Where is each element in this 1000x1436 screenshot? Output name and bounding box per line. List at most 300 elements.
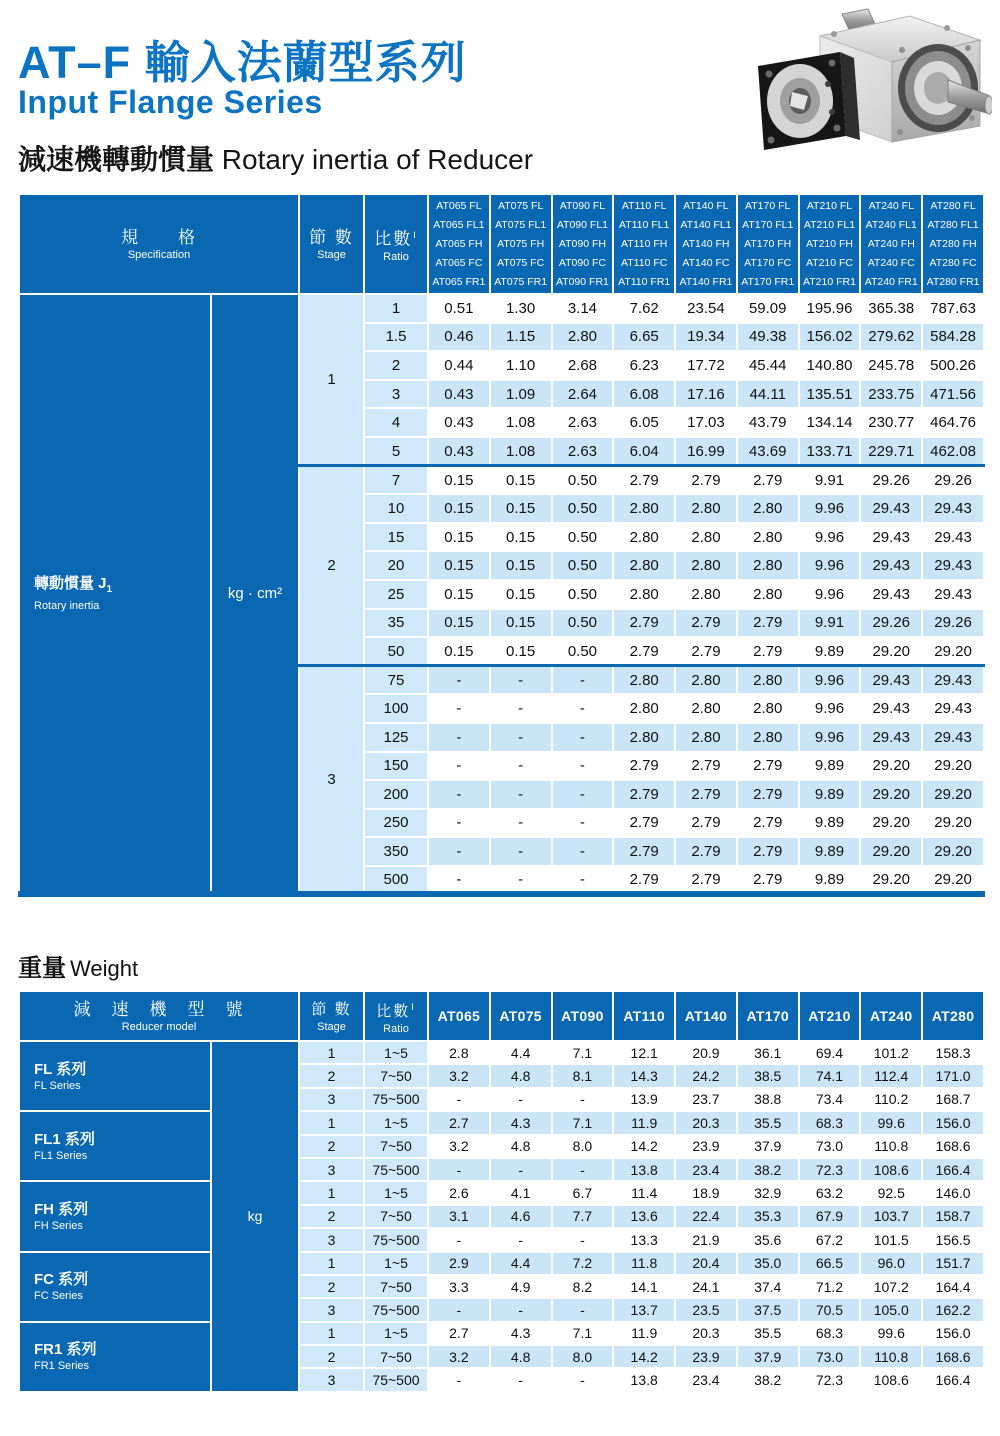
weight-value-cell: 20.3 bbox=[675, 1322, 737, 1345]
weight-value-cell: 35.3 bbox=[737, 1205, 799, 1228]
inertia-value-cell: 0.51 bbox=[428, 294, 490, 323]
inertia-value-cell: 45.44 bbox=[737, 351, 799, 380]
model-variant-label: AT065 FR1 bbox=[432, 275, 486, 288]
weight-stage-cell: 2 bbox=[299, 1064, 364, 1087]
weight-heading-en: Weight bbox=[70, 956, 139, 981]
inertia-value-cell: 0.15 bbox=[490, 637, 552, 666]
weight-value-cell: 13.6 bbox=[613, 1205, 675, 1228]
weight-value-cell: 2.6 bbox=[428, 1181, 490, 1204]
weight-ratio-cell: 75~500 bbox=[364, 1228, 428, 1251]
weight-stage-cell: 3 bbox=[299, 1298, 364, 1321]
weight-value-cell: 166.4 bbox=[922, 1158, 984, 1181]
inertia-value-cell: 2.80 bbox=[737, 694, 799, 723]
ratio-value-cell: 4 bbox=[364, 408, 428, 437]
inertia-value-cell: 0.15 bbox=[428, 523, 490, 552]
weight-value-cell: 24.2 bbox=[675, 1064, 737, 1087]
inertia-value-cell: - bbox=[428, 780, 490, 809]
inertia-value-cell: 1.08 bbox=[490, 437, 552, 466]
inertia-value-cell: 49.38 bbox=[737, 323, 799, 352]
inertia-value-cell: 2.79 bbox=[675, 752, 737, 781]
weight-stage-cell: 2 bbox=[299, 1135, 364, 1158]
inertia-value-cell: 29.43 bbox=[860, 580, 922, 609]
weight-table bbox=[18, 990, 985, 1393]
model-column-header bbox=[552, 194, 614, 294]
inertia-value-cell: 2.79 bbox=[613, 752, 675, 781]
weight-value-cell: 32.9 bbox=[737, 1181, 799, 1204]
inertia-value-cell: 1.30 bbox=[490, 294, 552, 323]
weight-unit-cell: kg bbox=[211, 1041, 299, 1392]
weight-value-cell: 23.5 bbox=[675, 1298, 737, 1321]
inertia-value-cell: 2.79 bbox=[675, 637, 737, 666]
inertia-value-cell: 17.16 bbox=[675, 380, 737, 409]
inertia-value-cell: 2.80 bbox=[675, 494, 737, 523]
weight-row bbox=[19, 1041, 984, 1064]
model-variant-label: AT280 FL1 bbox=[927, 218, 979, 231]
reducer-model-header bbox=[19, 991, 299, 1041]
weight-stage-header-en: Stage bbox=[317, 1020, 346, 1033]
model-variant-label: AT280 FH bbox=[929, 237, 977, 250]
inertia-value-cell: 2.79 bbox=[737, 752, 799, 781]
series-name-zh: FL 系列 bbox=[34, 1060, 87, 1078]
weight-value-cell: 22.4 bbox=[675, 1205, 737, 1228]
inertia-header-row bbox=[19, 194, 984, 294]
weight-value-cell: 35.0 bbox=[737, 1252, 799, 1275]
weight-value-cell: 7.1 bbox=[552, 1322, 614, 1345]
weight-value-cell: 103.7 bbox=[860, 1205, 922, 1228]
inertia-value-cell: - bbox=[428, 809, 490, 838]
model-variant-label: AT075 FC bbox=[497, 256, 545, 269]
inertia-value-cell: - bbox=[428, 666, 490, 695]
ratio-value-cell: 35 bbox=[364, 609, 428, 638]
weight-value-cell: 99.6 bbox=[860, 1111, 922, 1134]
inertia-value-cell: 0.15 bbox=[490, 609, 552, 638]
model-variant-label: AT170 FH bbox=[744, 237, 792, 250]
weight-column-header: AT210 bbox=[799, 991, 861, 1041]
ratio-value-cell: 25 bbox=[364, 580, 428, 609]
inertia-value-cell: 29.43 bbox=[922, 666, 984, 695]
weight-row bbox=[19, 1322, 984, 1345]
weight-ratio-cell: 7~50 bbox=[364, 1275, 428, 1298]
inertia-value-cell: 6.05 bbox=[613, 408, 675, 437]
rotary-inertia-table bbox=[18, 193, 985, 897]
weight-value-cell: 4.8 bbox=[490, 1345, 552, 1368]
inertia-value-cell: 17.03 bbox=[675, 408, 737, 437]
series-name-zh: FC 系列 bbox=[34, 1271, 89, 1289]
weight-value-cell: 67.2 bbox=[799, 1228, 861, 1251]
weight-value-cell: 110.2 bbox=[860, 1088, 922, 1111]
inertia-value-cell: 195.96 bbox=[799, 294, 861, 323]
inertia-value-cell: 2.79 bbox=[737, 466, 799, 495]
inertia-value-cell: 29.26 bbox=[922, 609, 984, 638]
specification-header bbox=[19, 194, 299, 294]
inertia-value-cell: 365.38 bbox=[860, 294, 922, 323]
ratio-value-cell: 15 bbox=[364, 523, 428, 552]
weight-value-cell: 20.3 bbox=[675, 1111, 737, 1134]
weight-value-cell: 108.6 bbox=[860, 1158, 922, 1181]
model-variant-label: AT110 FL bbox=[621, 199, 667, 212]
inertia-value-cell: 29.43 bbox=[860, 494, 922, 523]
inertia-value-cell: 29.20 bbox=[922, 809, 984, 838]
weight-stage-cell: 2 bbox=[299, 1275, 364, 1298]
model-variant-label: AT210 FL1 bbox=[803, 218, 856, 231]
weight-ratio-cell: 1~5 bbox=[364, 1322, 428, 1345]
inertia-value-cell: 9.96 bbox=[799, 666, 861, 695]
weight-value-cell: 63.2 bbox=[799, 1181, 861, 1204]
model-variant-label: AT140 FH bbox=[682, 237, 730, 250]
inertia-value-cell: 2.79 bbox=[613, 837, 675, 866]
model-variant-label: AT110 FR1 bbox=[618, 275, 671, 288]
weight-value-cell: 8.0 bbox=[552, 1135, 614, 1158]
weight-value-cell: 23.4 bbox=[675, 1158, 737, 1181]
specification-header-en: Specification bbox=[127, 248, 191, 261]
weight-value-cell: 13.9 bbox=[613, 1088, 675, 1111]
inertia-value-cell: 2.80 bbox=[613, 694, 675, 723]
inertia-value-cell: - bbox=[552, 809, 614, 838]
model-variant-label: AT075 FR1 bbox=[494, 275, 548, 288]
model-variant-label: AT075 FL1 bbox=[495, 218, 547, 231]
weight-stage-header-zh: 節 數 bbox=[311, 1000, 352, 1018]
model-variant-label: AT170 FC bbox=[744, 256, 792, 269]
inertia-value-cell: 1.09 bbox=[490, 380, 552, 409]
inertia-value-cell: 2.79 bbox=[613, 809, 675, 838]
inertia-value-cell: 464.76 bbox=[922, 408, 984, 437]
weight-value-cell: 67.9 bbox=[799, 1205, 861, 1228]
model-variant-label: AT065 FL1 bbox=[433, 218, 485, 231]
inertia-value-cell: 2.80 bbox=[737, 523, 799, 552]
weight-ratio-cell: 7~50 bbox=[364, 1205, 428, 1228]
weight-stage-cell: 1 bbox=[299, 1041, 364, 1064]
weight-value-cell: 8.1 bbox=[552, 1064, 614, 1087]
model-variant-label: AT240 FL bbox=[868, 199, 914, 212]
weight-value-cell: 8.0 bbox=[552, 1345, 614, 1368]
weight-ratio-header-zh: 比數 bbox=[376, 1003, 411, 1020]
weight-value-cell: 146.0 bbox=[922, 1181, 984, 1204]
inertia-value-cell: 0.50 bbox=[552, 494, 614, 523]
weight-section-heading bbox=[18, 948, 138, 983]
weight-value-cell: - bbox=[428, 1298, 490, 1321]
inertia-value-cell: 2.80 bbox=[613, 523, 675, 552]
weight-value-cell: 23.9 bbox=[675, 1135, 737, 1158]
inertia-value-cell: 2.79 bbox=[675, 780, 737, 809]
weight-column-header: AT110 bbox=[613, 991, 675, 1041]
page-title: AT–F 輸入法蘭型系列 bbox=[18, 37, 467, 88]
weight-value-cell: 70.5 bbox=[799, 1298, 861, 1321]
weight-value-cell: 72.3 bbox=[799, 1158, 861, 1181]
inertia-value-cell: 29.43 bbox=[922, 580, 984, 609]
weight-stage-cell: 1 bbox=[299, 1322, 364, 1345]
inertia-value-cell: 0.46 bbox=[428, 323, 490, 352]
inertia-value-cell: 0.15 bbox=[490, 466, 552, 495]
series-name-zh: FR1 系列 bbox=[34, 1341, 97, 1359]
weight-value-cell: 73.0 bbox=[799, 1135, 861, 1158]
weight-value-cell: 24.1 bbox=[675, 1275, 737, 1298]
weight-value-cell: 21.9 bbox=[675, 1228, 737, 1251]
model-column-header bbox=[675, 194, 737, 294]
inertia-unit-cell: kg · cm² bbox=[211, 294, 299, 894]
inertia-value-cell: - bbox=[428, 752, 490, 781]
model-variant-label: AT065 FC bbox=[435, 256, 483, 269]
series-label-cell bbox=[19, 1252, 211, 1322]
inertia-value-cell: 23.54 bbox=[675, 294, 737, 323]
weight-value-cell: - bbox=[428, 1088, 490, 1111]
inertia-value-cell: 135.51 bbox=[799, 380, 861, 409]
inertia-value-cell: 9.89 bbox=[799, 837, 861, 866]
inertia-value-cell: - bbox=[552, 780, 614, 809]
inertia-value-cell: 134.14 bbox=[799, 408, 861, 437]
ratio-value-cell: 250 bbox=[364, 809, 428, 838]
ratio-header bbox=[364, 194, 428, 294]
weight-value-cell: 110.8 bbox=[860, 1135, 922, 1158]
model-variant-label: AT280 FC bbox=[929, 256, 977, 269]
inertia-value-cell: 43.79 bbox=[737, 408, 799, 437]
ratio-value-cell: 3 bbox=[364, 380, 428, 409]
weight-value-cell: 7.1 bbox=[552, 1111, 614, 1134]
inertia-value-cell: - bbox=[490, 837, 552, 866]
series-label-cell bbox=[19, 1041, 211, 1111]
model-variant-label: AT110 FL1 bbox=[618, 218, 670, 231]
inertia-value-cell: 2.80 bbox=[737, 580, 799, 609]
weight-value-cell: 23.4 bbox=[675, 1368, 737, 1391]
weight-value-cell: 14.3 bbox=[613, 1064, 675, 1087]
inertia-value-cell: 2.80 bbox=[737, 494, 799, 523]
inertia-value-cell: 9.89 bbox=[799, 866, 861, 895]
weight-column-header: AT170 bbox=[737, 991, 799, 1041]
inertia-value-cell: 787.63 bbox=[922, 294, 984, 323]
weight-stage-header bbox=[299, 991, 364, 1041]
ratio-value-cell: 75 bbox=[364, 666, 428, 695]
stage-number-cell: 3 bbox=[299, 666, 364, 895]
weight-value-cell: 4.8 bbox=[490, 1064, 552, 1087]
weight-value-cell: 168.6 bbox=[922, 1135, 984, 1158]
weight-value-cell: 11.9 bbox=[613, 1111, 675, 1134]
inertia-value-cell: 0.44 bbox=[428, 351, 490, 380]
weight-value-cell: 168.7 bbox=[922, 1088, 984, 1111]
weight-stage-cell: 3 bbox=[299, 1158, 364, 1181]
weight-value-cell: 13.8 bbox=[613, 1158, 675, 1181]
weight-value-cell: 3.2 bbox=[428, 1135, 490, 1158]
inertia-value-cell: - bbox=[490, 723, 552, 752]
model-variant-label: AT170 FL1 bbox=[742, 218, 794, 231]
weight-value-cell: 171.0 bbox=[922, 1064, 984, 1087]
weight-value-cell: 4.8 bbox=[490, 1135, 552, 1158]
inertia-row bbox=[19, 294, 984, 323]
ratio-value-cell: 7 bbox=[364, 466, 428, 495]
model-variant-label: AT090 FC bbox=[558, 256, 606, 269]
weight-value-cell: - bbox=[490, 1228, 552, 1251]
model-variant-label: AT210 FH bbox=[805, 237, 854, 250]
inertia-value-cell: - bbox=[552, 694, 614, 723]
weight-value-cell: 3.2 bbox=[428, 1345, 490, 1368]
inertia-value-cell: 2.80 bbox=[613, 580, 675, 609]
weight-value-cell: - bbox=[428, 1158, 490, 1181]
inertia-value-cell: 0.15 bbox=[428, 551, 490, 580]
model-variant-label: AT240 FH bbox=[867, 237, 915, 250]
weight-value-cell: 36.1 bbox=[737, 1041, 799, 1064]
weight-column-header: AT065 bbox=[428, 991, 490, 1041]
weight-value-cell: 12.1 bbox=[613, 1041, 675, 1064]
inertia-value-cell: 133.71 bbox=[799, 437, 861, 466]
inertia-value-cell: 2.80 bbox=[613, 666, 675, 695]
model-variant-label: AT140 FR1 bbox=[679, 275, 733, 288]
ratio-footnote-mark: I bbox=[413, 230, 418, 241]
weight-value-cell: 156.0 bbox=[922, 1111, 984, 1134]
inertia-value-cell: 0.50 bbox=[552, 637, 614, 666]
inertia-value-cell: 0.43 bbox=[428, 408, 490, 437]
stage-header-en: Stage bbox=[317, 248, 346, 261]
inertia-value-cell: 471.56 bbox=[922, 380, 984, 409]
inertia-value-cell: - bbox=[552, 666, 614, 695]
inertia-value-cell: 0.15 bbox=[490, 551, 552, 580]
weight-value-cell: 14.2 bbox=[613, 1135, 675, 1158]
inertia-value-cell: 29.20 bbox=[922, 637, 984, 666]
weight-value-cell: - bbox=[552, 1368, 614, 1391]
inertia-value-cell: 584.28 bbox=[922, 323, 984, 352]
inertia-value-cell: 2.80 bbox=[737, 551, 799, 580]
inertia-value-cell: 1.08 bbox=[490, 408, 552, 437]
stage-header-zh: 節 數 bbox=[309, 227, 354, 247]
ratio-value-cell: 10 bbox=[364, 494, 428, 523]
model-variant-label: AT170 FR1 bbox=[741, 275, 795, 288]
weight-value-cell: 38.2 bbox=[737, 1368, 799, 1391]
inertia-value-cell: 9.89 bbox=[799, 780, 861, 809]
weight-column-header: AT240 bbox=[860, 991, 922, 1041]
weight-column-header: AT280 bbox=[922, 991, 984, 1041]
weight-ratio-cell: 7~50 bbox=[364, 1345, 428, 1368]
inertia-value-cell: 29.43 bbox=[860, 694, 922, 723]
inertia-value-cell: 9.96 bbox=[799, 551, 861, 580]
weight-stage-cell: 3 bbox=[299, 1088, 364, 1111]
inertia-value-cell: 2.80 bbox=[675, 723, 737, 752]
model-variant-label: AT075 FH bbox=[497, 237, 545, 250]
inertia-value-cell: 2.80 bbox=[737, 666, 799, 695]
model-variant-label: AT240 FL1 bbox=[865, 218, 917, 231]
weight-row bbox=[19, 1111, 984, 1134]
inertia-value-cell: 2.79 bbox=[613, 866, 675, 895]
ratio-header-en: Ratio bbox=[383, 250, 409, 263]
inertia-value-cell: - bbox=[428, 866, 490, 895]
weight-heading-zh: 重量 bbox=[18, 955, 66, 982]
weight-value-cell: 6.7 bbox=[552, 1181, 614, 1204]
section-title bbox=[18, 138, 533, 178]
ratio-value-cell: 1 bbox=[364, 294, 428, 323]
inertia-value-cell: 19.34 bbox=[675, 323, 737, 352]
weight-value-cell: 74.1 bbox=[799, 1064, 861, 1087]
inertia-value-cell: 9.89 bbox=[799, 752, 861, 781]
inertia-value-cell: 233.75 bbox=[860, 380, 922, 409]
model-variant-label: AT075 FL bbox=[497, 199, 544, 212]
weight-value-cell: 4.1 bbox=[490, 1181, 552, 1204]
weight-value-cell: - bbox=[552, 1298, 614, 1321]
model-column-header bbox=[922, 194, 984, 294]
inertia-value-cell: 0.15 bbox=[490, 580, 552, 609]
inertia-value-cell: 279.62 bbox=[860, 323, 922, 352]
model-variant-label: AT065 FH bbox=[435, 237, 483, 250]
inertia-value-cell: 2.79 bbox=[675, 837, 737, 866]
rotary-inertia-label bbox=[19, 294, 211, 894]
weight-value-cell: 38.2 bbox=[737, 1158, 799, 1181]
inertia-value-cell: 2.63 bbox=[552, 437, 614, 466]
inertia-value-cell: 0.43 bbox=[428, 380, 490, 409]
ratio-value-cell: 125 bbox=[364, 723, 428, 752]
ratio-value-cell: 5 bbox=[364, 437, 428, 466]
inertia-value-cell: 29.26 bbox=[860, 609, 922, 638]
inertia-value-cell: - bbox=[490, 809, 552, 838]
inertia-value-cell: 29.20 bbox=[922, 780, 984, 809]
weight-value-cell: 66.5 bbox=[799, 1252, 861, 1275]
weight-value-cell: 2.8 bbox=[428, 1041, 490, 1064]
weight-value-cell: 13.7 bbox=[613, 1298, 675, 1321]
weight-value-cell: 37.4 bbox=[737, 1275, 799, 1298]
weight-row bbox=[19, 1252, 984, 1275]
inertia-value-cell: 230.77 bbox=[860, 408, 922, 437]
weight-value-cell: 151.7 bbox=[922, 1252, 984, 1275]
model-column-header bbox=[860, 194, 922, 294]
series-name-en: FR1 Series bbox=[34, 1360, 90, 1373]
gearbox-product-image bbox=[742, 8, 992, 188]
inertia-value-cell: 2.79 bbox=[613, 780, 675, 809]
ratio-value-cell: 150 bbox=[364, 752, 428, 781]
inertia-value-cell: 0.15 bbox=[490, 523, 552, 552]
weight-ratio-cell: 1~5 bbox=[364, 1181, 428, 1204]
model-variant-label: AT140 FC bbox=[682, 256, 730, 269]
inertia-value-cell: 2.63 bbox=[552, 408, 614, 437]
model-variant-label: AT090 FL bbox=[559, 199, 606, 212]
stage-number-cell: 2 bbox=[299, 466, 364, 666]
page-title-english: Input Flange Series bbox=[18, 84, 323, 120]
inertia-value-cell: 0.50 bbox=[552, 580, 614, 609]
inertia-value-cell: - bbox=[490, 780, 552, 809]
weight-value-cell: 3.1 bbox=[428, 1205, 490, 1228]
weight-value-cell: 11.9 bbox=[613, 1322, 675, 1345]
weight-value-cell: 37.5 bbox=[737, 1298, 799, 1321]
weight-value-cell: 69.4 bbox=[799, 1041, 861, 1064]
weight-ratio-footnote-mark: I bbox=[411, 1002, 416, 1012]
inertia-value-cell: 2.79 bbox=[675, 866, 737, 895]
inertia-value-cell: 29.43 bbox=[922, 694, 984, 723]
weight-value-cell: 7.7 bbox=[552, 1205, 614, 1228]
weight-value-cell: 23.7 bbox=[675, 1088, 737, 1111]
inertia-value-cell: 0.50 bbox=[552, 551, 614, 580]
weight-value-cell: 4.4 bbox=[490, 1041, 552, 1064]
weight-value-cell: 108.6 bbox=[860, 1368, 922, 1391]
weight-value-cell: 11.8 bbox=[613, 1252, 675, 1275]
weight-value-cell: 13.8 bbox=[613, 1368, 675, 1391]
weight-value-cell: 99.6 bbox=[860, 1322, 922, 1345]
weight-value-cell: 4.3 bbox=[490, 1322, 552, 1345]
weight-column-header: AT075 bbox=[490, 991, 552, 1041]
model-variant-label: AT140 FL bbox=[683, 199, 729, 212]
inertia-value-cell: 29.20 bbox=[860, 809, 922, 838]
weight-value-cell: 2.7 bbox=[428, 1111, 490, 1134]
model-column-header bbox=[737, 194, 799, 294]
weight-ratio-cell: 1~5 bbox=[364, 1252, 428, 1275]
weight-value-cell: - bbox=[490, 1158, 552, 1181]
weight-value-cell: 162.2 bbox=[922, 1298, 984, 1321]
inertia-value-cell: 6.23 bbox=[613, 351, 675, 380]
inertia-value-cell: 2.79 bbox=[675, 809, 737, 838]
inertia-value-cell: 3.14 bbox=[552, 294, 614, 323]
weight-ratio-cell: 75~500 bbox=[364, 1158, 428, 1181]
inertia-value-cell: 29.43 bbox=[922, 494, 984, 523]
inertia-value-cell: 29.20 bbox=[922, 866, 984, 895]
reducer-model-header-zh: 減 速 機 型 號 bbox=[73, 999, 245, 1019]
weight-value-cell: 164.4 bbox=[922, 1275, 984, 1298]
inertia-value-cell: 7.62 bbox=[613, 294, 675, 323]
inertia-value-cell: 29.43 bbox=[860, 551, 922, 580]
weight-ratio-cell: 7~50 bbox=[364, 1135, 428, 1158]
weight-value-cell: 68.3 bbox=[799, 1111, 861, 1134]
weight-stage-cell: 1 bbox=[299, 1252, 364, 1275]
